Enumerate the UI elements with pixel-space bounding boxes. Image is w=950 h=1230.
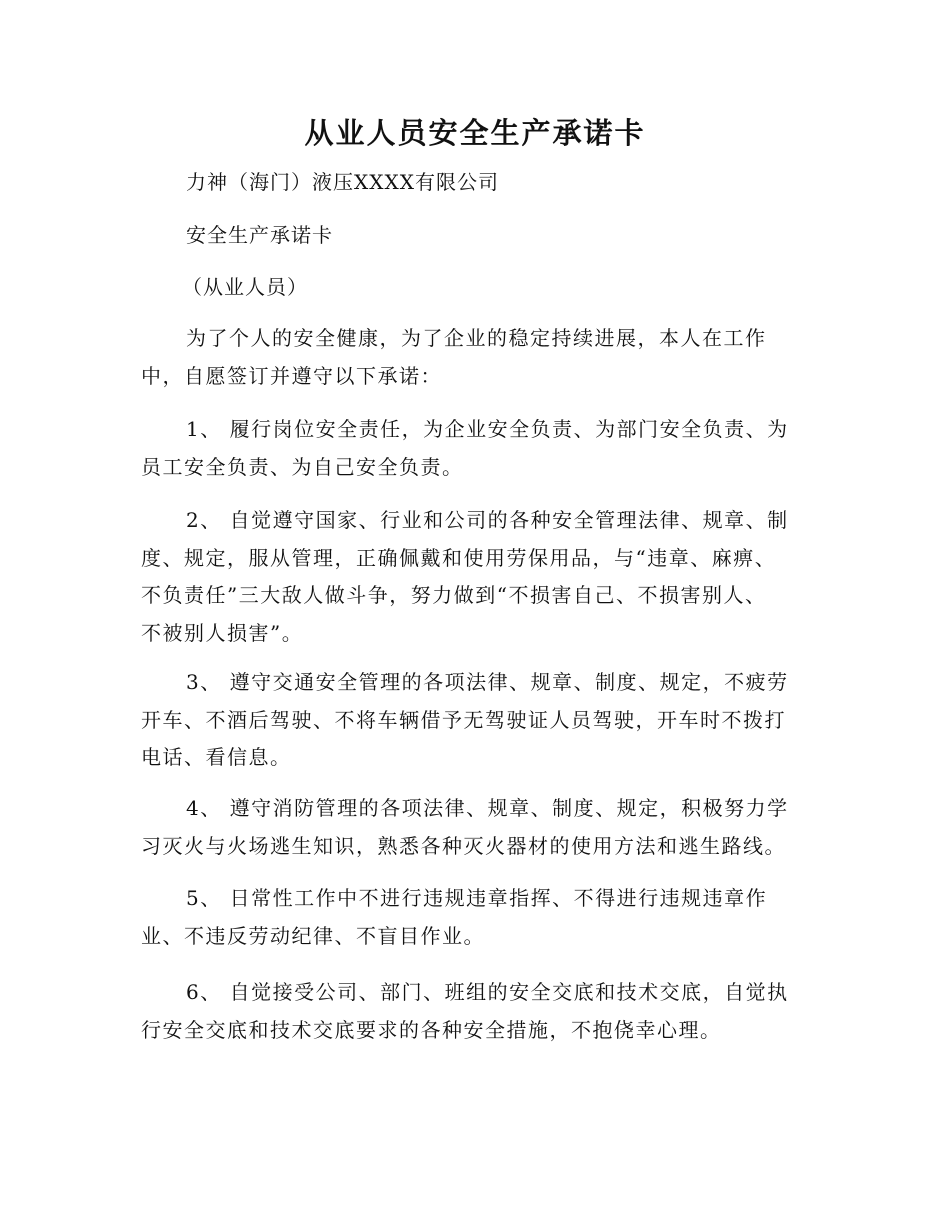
item-line: 不被别人损害”。 <box>141 620 304 645</box>
item-line: 3、 遵守交通安全管理的各项法律、规章、制度、规定，不疲劳 <box>186 670 789 694</box>
item-line: 开车、不酒后驾驶、不将车辆借予无驾驶证人员驾驶，开车时不拨打 <box>141 707 786 732</box>
document-title: 从业人员安全生产承诺卡 <box>304 116 646 150</box>
item-line: 2、 自觉遵守国家、行业和公司的各种安全管理法律、规章、制 <box>186 508 789 532</box>
item-line: 习灭火与火场逃生知识，熟悉各种灭火器材的使用方法和逃生路线。 <box>141 833 786 858</box>
item-line: 行安全交底和技术交底要求的各种安全措施，不抱侥幸心理。 <box>141 1017 722 1042</box>
commitment-item-3 <box>141 664 811 777</box>
intro-line: 为了个人的安全健康，为了企业的稳定持续进展，本人在工作 <box>186 326 767 350</box>
item-line: 业、不违反劳动纪律、不盲目作业。 <box>141 923 485 948</box>
commitment-item-6 <box>141 974 811 1049</box>
item-line: 度、规定，服从管理，正确佩戴和使用劳保用品，与“违章、麻痹、 <box>141 545 777 570</box>
card-name: 安全生产承诺卡 <box>186 223 333 247</box>
item-line: 不负责任”三大敌人做斗争，努力做到“不损害自己、不损害别人、 <box>141 583 767 607</box>
item-line: 电话、看信息。 <box>141 745 292 769</box>
commitment-item-4 <box>141 790 811 865</box>
commitment-item-2 <box>141 502 811 652</box>
intro-paragraph <box>141 320 811 395</box>
commitment-item-5 <box>141 880 811 955</box>
intro-line: 中，自愿签订并遵守以下承诺： <box>141 363 442 388</box>
role-label: （从业人员） <box>182 275 308 299</box>
commitment-item-1 <box>141 411 811 486</box>
item-line: 4、 遵守消防管理的各项法律、规章、制度、规定，积极努力学 <box>186 796 789 820</box>
item-line: 员工安全负责、为自己安全负责。 <box>141 454 464 479</box>
item-line: 6、 自觉接受公司、部门、班组的安全交底和技术交底，自觉执 <box>186 980 789 1004</box>
company-name: 力神（海门）液压XXXX有限公司 <box>186 170 499 194</box>
item-line: 5、 日常性工作中不进行违规违章指挥、不得进行违规违章作 <box>186 886 768 910</box>
item-line: 1、 履行岗位安全责任，为企业安全负责、为部门安全负责、为 <box>186 417 789 441</box>
